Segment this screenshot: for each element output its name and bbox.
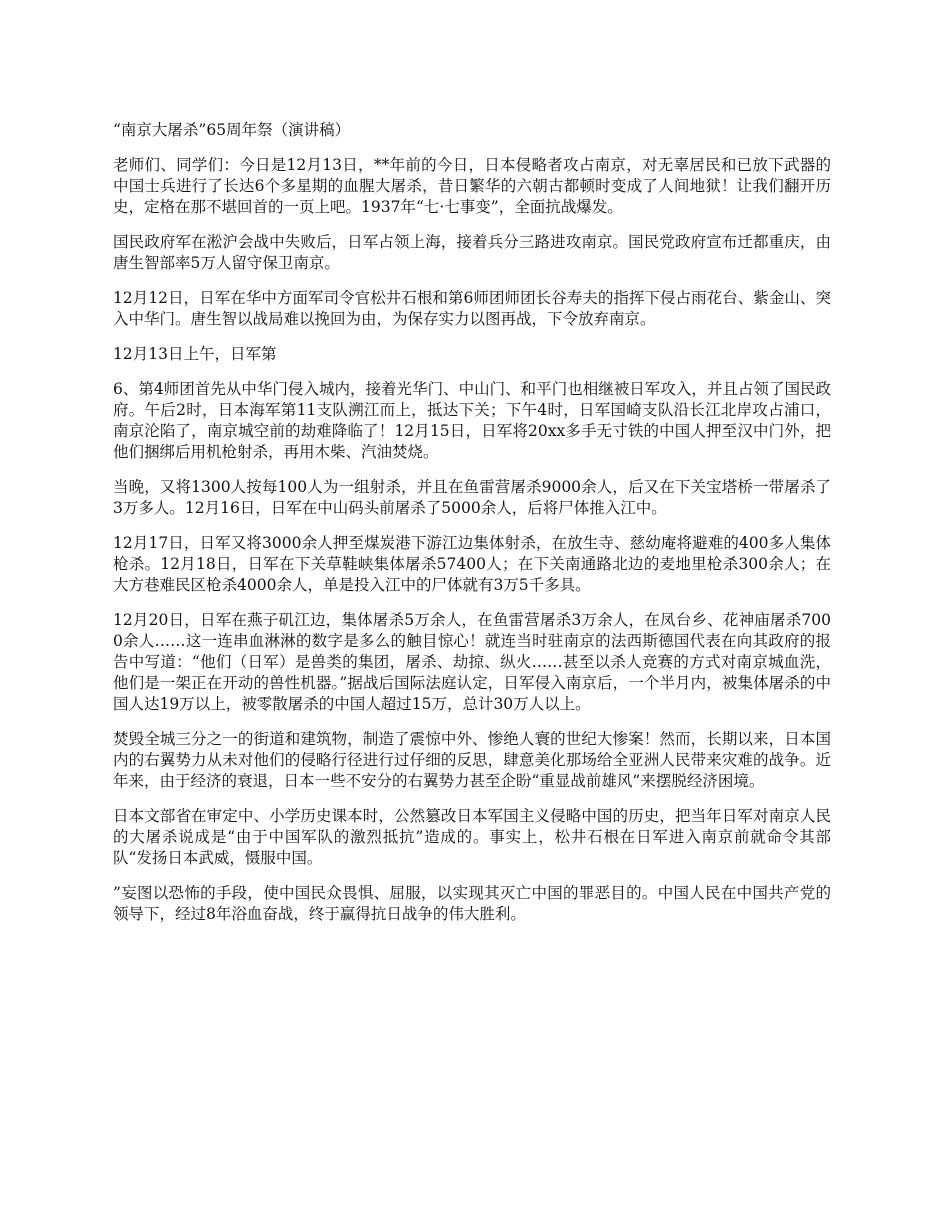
paragraph-9: 焚毁全城三分之一的街道和建筑物，制造了震惊中外、惨绝人寰的世纪大惨案！然而，长期以来，日本国内的右翼势力从未对他们的侵略行径进行过仔细的反思，肆意美化那场给全亚洲人民带来灾难的战争。近年来，由于经济的衰退，日本一些不安分的右翼势力甚至企盼“重显战前雄风”来摆脱经济困境。 [113, 730, 831, 790]
paragraph-6: 当晚，又将1300人按每100人为一组射杀，并且在鱼雷营屠杀9000余人，后又在下关宝塔桥一带屠杀了3万多人。12月16日，日军在中山码头前屠杀了5000余人，后将尸体推入江中。 [113, 478, 831, 517]
document-title: “南京大屠杀”65周年祭（演讲稿） [113, 121, 351, 139]
paragraph-7: 12月17日，日军又将3000余人押至煤炭港下游江边集体射杀，在放生寺、慈幼庵将避难的400多人集体枪杀。12月18日，日军在下关草鞋峡集体屠杀57400人；在下关南通路北边的麦地里枪杀300余人；在大方巷难民区枪杀4000余人，单是投入江中的尸体就有3万5千多具。 [113, 534, 831, 594]
document-body [113, 120, 831, 939]
paragraph-5: 6、第4师团首先从中华门侵入城内，接着光华门、中山门、和平门也相继被日军攻入，并且占领了国民政府。午后2时，日本海军第11支队溯江而上，抵达下关；下午4时，日军国崎支队沿长江北岸攻占浦口，南京沦陷了，南京城空前的劫难降临了！12月15日，日军将20xx多手无寸铁的中国人押至汉中门外，把他们捆绑后用机枪射杀，再用木柴、汽油焚烧。 [113, 380, 831, 461]
paragraph-1: 老师们、同学们：今日是12月13日，**年前的今日，日本侵略者攻占南京，对无辜居民和已放下武器的中国士兵进行了长达6个多星期的血腥大屠杀，昔日繁华的六朝古都顿时变成了人间地狱！让我们翻开历史，定格在那不堪回首的一页上吧。1937年“七·七事变”，全面抗战爆发。 [113, 156, 831, 216]
paragraph-3: 12月12日，日军在华中方面军司令官松井石根和第6师团师团长谷寿夫的指挥下侵占雨花台、紫金山、突入中华门。唐生智以战局难以挽回为由，为保存实力以图再战，下令放弃南京。 [113, 289, 831, 328]
paragraph-8: 12月20日，日军在燕子矶江边，集体屠杀5万余人，在鱼雷营屠杀3万余人，在凤台乡、花神庙屠杀7000余人……这一连串血淋淋的数字是多么的触目惊心！就连当时驻南京的法西斯德国代表在向其政府的报告中写道：“他们（日军）是兽类的集团，屠杀、劫掠、纵火……甚至以杀人竞赛的方式对南京城血洗，他们是一架正在开动的兽性机器。”据战后国际法庭认定，日军侵入南京后，一个半月内，被集体屠杀的中国人达19万以上，被零散屠杀的中国人超过15万，总计30万人以上。 [113, 611, 831, 713]
paragraph-11: ”妄图以恐怖的手段，使中国民众畏惧、屈服，以实现其灭亡中国的罪恶目的。中国人民在中国共产党的领导下，经过8年浴血奋战，终于赢得抗日战争的伟大胜利。 [113, 884, 831, 923]
paragraph-10: 日本文部省在审定中、小学历史课本时，公然篡改日本军国主义侵略中国的历史，把当年日军对南京人民的大屠杀说成是“由于中国军队的激烈抵抗”造成的。事实上，松井石根在日军进入南京前就命令其部队“发扬日本武威，慑服中国。 [113, 807, 831, 867]
paragraph-2: 国民政府军在淞沪会战中失败后，日军占领上海，接着兵分三路进攻南京。国民党政府宣布迁都重庆，由唐生智部率5万人留守保卫南京。 [113, 233, 831, 272]
paragraph-4: 12月13日上午，日军第 [113, 345, 277, 363]
